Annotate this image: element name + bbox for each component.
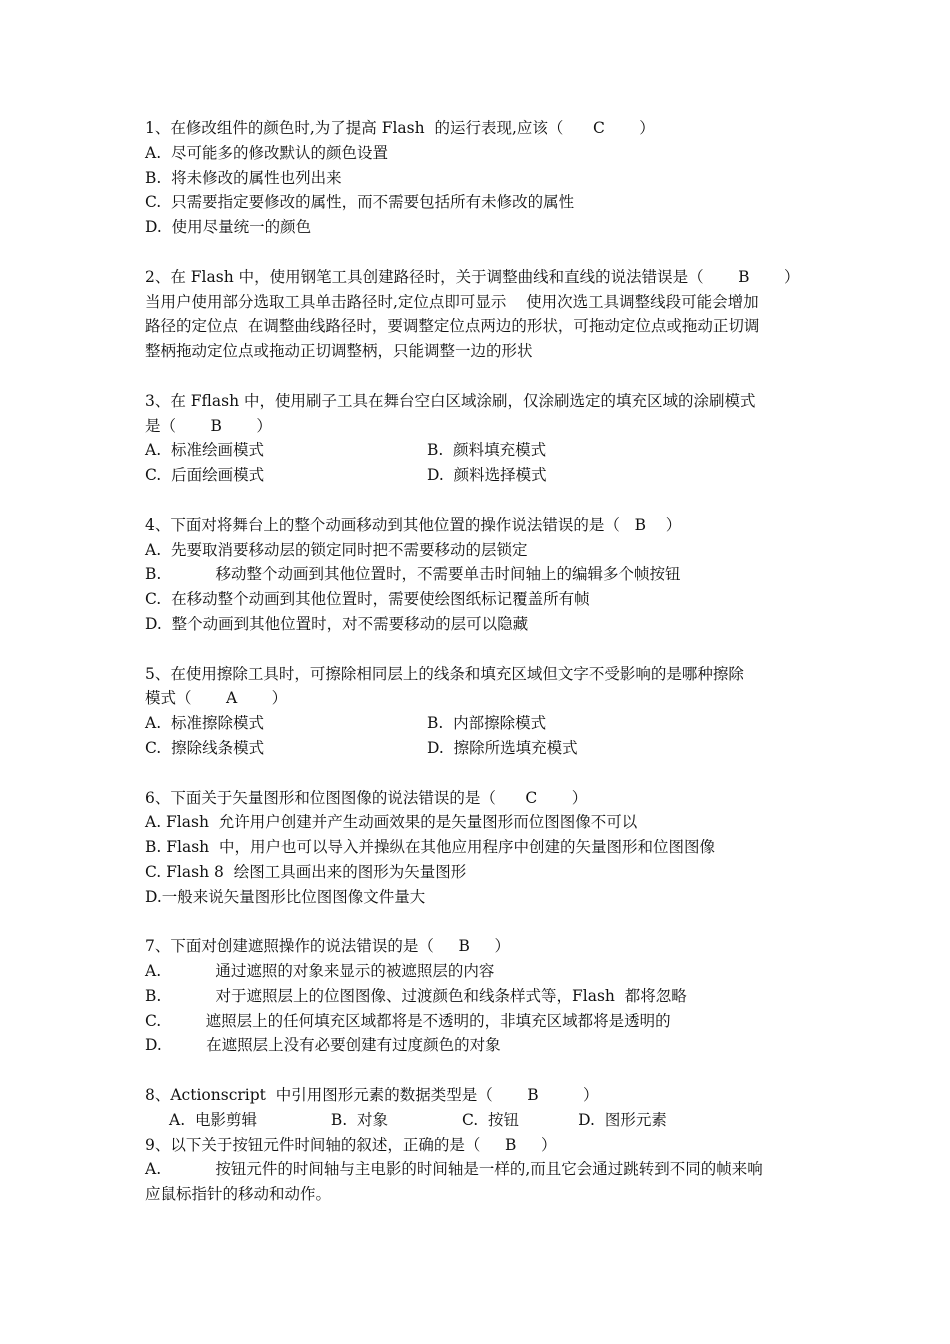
question-3-line: 3、在 Fflash 中，使用刷子工具在舞台空白区域涂刷，仅涂刷选定的填充区域的涂刷模式	[145, 391, 756, 410]
question-2-line: 当用户使用部分选取工具单击路径时,定位点即可显示 使用次选工具调整线段可能会增加	[145, 292, 759, 311]
question-4-option-c: C. 在移动整个动画到其他位置时，需要使绘图纸标记覆盖所有帧	[145, 590, 590, 609]
question-2-line: 2、在 Flash 中，使用钢笔工具创建路径时，关于调整曲线和直线的说法错误是（ B ）	[145, 267, 800, 286]
question-1-option-d: D. 使用尽量统一的颜色	[145, 218, 312, 237]
question-9-line: 应鼠标指针的移动和动作。	[145, 1185, 332, 1204]
question-7-option-b: B. 对于遮照层上的位图图像、过渡颜色和线条样式等，Flash 都将忽略	[145, 986, 687, 1005]
question-4-option-b: B. 移动整个动画到其他位置时，不需要单击时间轴上的编辑多个帧按钮	[145, 565, 681, 584]
question-1-option-c: C. 只需要指定要修改的属性，而不需要包括所有未修改的属性	[145, 193, 575, 212]
question-6-option-b: B. Flash 中，用户也可以导入并操纵在其他应用程序中创建的矢量图形和位图图像	[145, 838, 715, 857]
question-5-line: 模式（ A ）	[145, 689, 288, 708]
question-7	[145, 934, 815, 1058]
question-2-line: 路径的定位点 在调整曲线路径时，要调整定位点两边的形状，可拖动定位点或拖动正切调	[145, 317, 760, 336]
question-4	[145, 513, 815, 637]
question-5-option-c: C. 擦除线条模式	[145, 738, 265, 757]
question-8	[145, 1083, 815, 1133]
question-3-line: 是（ B ）	[145, 416, 272, 435]
question-1	[145, 116, 815, 240]
question-5	[145, 662, 815, 761]
question-6-line: 6、下面关于矢量图形和位图图像的说法错误的是（ C ）	[145, 788, 588, 807]
question-1-line: 1、在修改组件的颜色时,为了提高 Flash 的运行表现,应该（ C ）	[145, 119, 655, 137]
question-3-options-row	[145, 463, 815, 488]
question-4-option-a: A. 先要取消要移动层的锁定同时把不需要移动的层锁定	[145, 540, 528, 559]
question-7-line: 7、下面对创建遮照操作的说法错误的是（ B ）	[145, 937, 511, 956]
question-9	[145, 1133, 815, 1207]
question-3-option-b: B. 颜料填充模式	[427, 441, 547, 460]
question-1-option-a: A. 尽可能多的修改默认的颜色设置	[145, 143, 388, 162]
question-6-option-a: A. Flash 允许用户创建并产生动画效果的是矢量图形而位图图像不可以	[145, 813, 638, 832]
question-9-line: 9、以下关于按钮元件时间轴的叙述，正确的是（ B ）	[145, 1135, 557, 1154]
question-3-options-row	[145, 438, 815, 463]
question-6	[145, 786, 815, 910]
document-body	[145, 116, 815, 1232]
question-2-line: 整柄拖动定位点或拖动正切调整柄，只能调整一边的形状	[145, 342, 533, 361]
question-3-option-d: D. 颜料选择模式	[427, 466, 547, 485]
question-5-options-row	[145, 736, 815, 761]
question-7-option-a: A. 通过遮照的对象来显示的被遮照层的内容	[145, 962, 495, 981]
question-5-options-row	[145, 711, 815, 736]
question-1-option-b: B. 将未修改的属性也列出来	[145, 168, 342, 187]
question-3-option-c: C. 后面绘画模式	[145, 466, 265, 485]
question-6-option-c: C. Flash 8 绘图工具画出来的图形为矢量图形	[145, 862, 467, 881]
question-8-line: 8、Actionscript 中引用图形元素的数据类型是（ B ）	[145, 1086, 599, 1105]
question-5-line: 5、在使用擦除工具时，可擦除相同层上的线条和填充区域但文字不受影响的是哪种擦除	[145, 664, 744, 683]
question-3	[145, 389, 815, 488]
question-6-option-d: D.一般来说矢量图形比位图图像文件量大	[145, 887, 426, 906]
question-7-option-c: C. 遮照层上的任何填充区域都将是不透明的，非填充区域都将是透明的	[145, 1011, 671, 1030]
question-7-option-d: D. 在遮照层上没有必要创建有过度颜色的对象	[145, 1036, 501, 1055]
question-8-options: A. 电影剪辑 B. 对象 C. 按钮 D. 图形元素	[169, 1110, 667, 1129]
question-5-option-a: A. 标准擦除模式	[145, 714, 264, 733]
question-5-option-b: B. 内部擦除模式	[427, 714, 547, 733]
question-2	[145, 265, 815, 364]
question-5-option-d: D. 擦除所选填充模式	[427, 738, 578, 757]
question-4-line: 4、下面对将舞台上的整个动画移动到其他位置的操作说法错误的是（ B ）	[145, 515, 682, 534]
question-3-option-a: A. 标准绘画模式	[145, 441, 264, 460]
question-9-option-a: A. 按钮元件的时间轴与主电影的时间轴是一样的,而且它会通过跳转到不同的帧来响	[145, 1160, 763, 1179]
question-4-option-d: D. 整个动画到其他位置时，对不需要移动的层可以隐藏	[145, 614, 529, 633]
